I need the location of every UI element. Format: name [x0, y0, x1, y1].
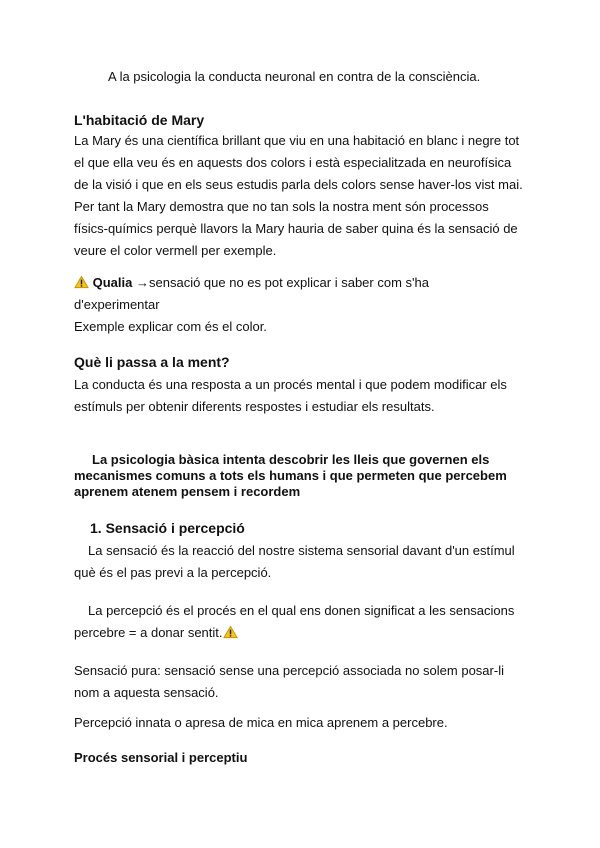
paragraph-line: què és el pas previ a la percepció.: [74, 565, 272, 580]
percepcio-innata-line: Percepció innata o apresa de mica en mica aprenem a percebre.: [74, 715, 448, 730]
paragraph-line: de la visió i que en els seus estudis parla dels colors sense haver-los vist mai.: [74, 177, 523, 192]
paragraph-line: Per tant la Mary demostra que no tan sols la nostra ment són processos: [74, 199, 489, 214]
arrow-glyph: →: [136, 275, 149, 290]
mary-paragraph: [74, 130, 530, 262]
percepcio-definition: percebre = a donar sentit.: [74, 625, 223, 640]
sensacio-pura-paragraph: [74, 660, 530, 704]
paragraph-line: [74, 622, 530, 644]
ment-paragraph: [74, 374, 530, 418]
heading-que-li-passa: Què li passa a la ment?: [74, 354, 230, 370]
bold-line: La psicologia bàsica intenta descobrir les lleis que governen els: [92, 452, 490, 467]
qualia-line: [74, 272, 530, 294]
section-title: Sensació i percepció: [105, 520, 245, 536]
paragraph-line: Sensació pura: sensació sense una percepció associada no solem posar-li: [74, 663, 504, 678]
psicologia-basica-block: [74, 452, 530, 500]
qualia-block: [74, 272, 530, 338]
paragraph-line: físics-químics perquè llavors la Mary hauria de saber quina és la sensació de: [74, 221, 518, 236]
sensacio-paragraph: [74, 540, 530, 584]
proces-heading: Procés sensorial i perceptiu: [74, 750, 248, 765]
paragraph-line: nom a aquesta sensació.: [74, 685, 219, 700]
paragraph-line: veure el color vermell per exemple.: [74, 243, 277, 258]
percepcio-paragraph: [74, 600, 530, 644]
paragraph-line: el que ella veu és en aquests dos colors i està especialitzada en neurofísica: [74, 155, 512, 170]
heading-habitacio-mary: L'habitació de Mary: [74, 112, 205, 128]
paragraph-line: La sensació és la reacció del nostre sistema sensorial davant d'un estímul: [88, 543, 515, 558]
qualia-example: Exemple explicar com és el color.: [74, 319, 267, 334]
intro-line: A la psicologia la conducta neuronal en contra de la consciència.: [108, 69, 481, 84]
qualia-definition: sensació que no es pot explicar i saber com s'ha: [149, 275, 429, 290]
bold-line: aprenem atenem pensem i recordem: [74, 484, 301, 499]
qualia-term: Qualia: [92, 275, 133, 290]
paragraph-line: estímuls per obtenir diferents respostes i estudiar els resultats.: [74, 399, 435, 414]
qualia-line-2: d'experimentar: [74, 297, 160, 312]
bold-line: mecanismes comuns a tots els humans i que permeten que percebem: [74, 468, 507, 483]
section-number: 1.: [90, 520, 102, 536]
warning-icon: [223, 625, 238, 639]
paragraph-line: La percepció és el procés en el qual ens donen significat a les sensacions: [88, 603, 515, 618]
paragraph-line: La conducta és una resposta a un procés mental i que podem modificar els: [74, 377, 507, 392]
warning-icon: [74, 275, 89, 289]
section-1-heading: [90, 518, 530, 538]
paragraph-line: La Mary és una científica brillant que viu en una habitació en blanc i negre tot: [74, 133, 520, 148]
